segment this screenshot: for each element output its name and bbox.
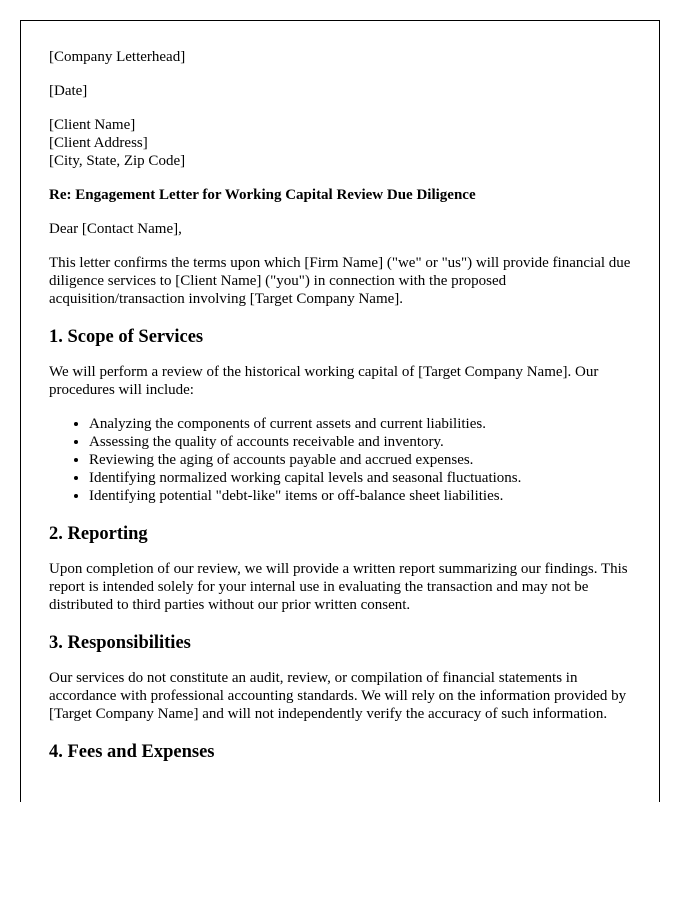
scope-paragraph: We will perform a review of the historical working capital of [Target Company Name]. Our procedures will include: <box>49 364 599 398</box>
reporting-paragraph: Upon completion of our review, we will provide a written report summarizing our findings. This report is intended solely for your internal use in evaluating the transaction and may not be distributed to third parties without our prior written consent. <box>49 561 628 613</box>
list-item: • Analyzing the components of current assets and current liabilities. <box>89 415 631 433</box>
responsibilities-paragraph: Our services do not constitute an audit, review, or compilation of financial statements in accordance with professional accounting standards. We will rely on the information provided by [Target Company Name] and will not independently verify the accuracy of such information. <box>49 670 627 722</box>
scope-procedures-list <box>49 415 631 505</box>
letter-content <box>21 21 659 763</box>
salutation: Dear [Contact Name], <box>49 221 182 237</box>
letter-page <box>20 20 660 802</box>
section-heading-fees: 4. Fees and Expenses <box>49 742 215 762</box>
list-item: • Reviewing the aging of accounts payable and accrued expenses. <box>89 451 631 469</box>
client-address: [Client Address] <box>49 135 148 151</box>
section-heading-scope: 1. Scope of Services <box>49 327 204 347</box>
section-heading-reporting: 2. Reporting <box>49 524 148 544</box>
list-item: • Identifying normalized working capital levels and seasonal fluctuations. <box>89 469 631 487</box>
recipient-address <box>49 116 631 170</box>
subject-line: Re: Engagement Letter for Working Capital Review Due Diligence <box>49 187 476 203</box>
list-item: • Identifying potential "debt-like" items or off-balance sheet liabilities. <box>89 487 631 505</box>
client-city-state-zip: [City, State, Zip Code] <box>49 153 186 169</box>
letter-date: [Date] <box>49 83 88 99</box>
client-name: [Client Name] <box>49 117 136 133</box>
company-letterhead: [Company Letterhead] <box>49 49 186 65</box>
section-heading-responsibilities: 3. Responsibilities <box>49 633 191 653</box>
intro-paragraph: This letter confirms the terms upon which [Firm Name] ("we" or "us") will provide financial due diligence services to [Client Name] ("you") in connection with the proposed acquisition/transaction involving [Target Company Name]. <box>49 255 631 307</box>
list-item: • Assessing the quality of accounts receivable and inventory. <box>89 433 631 451</box>
